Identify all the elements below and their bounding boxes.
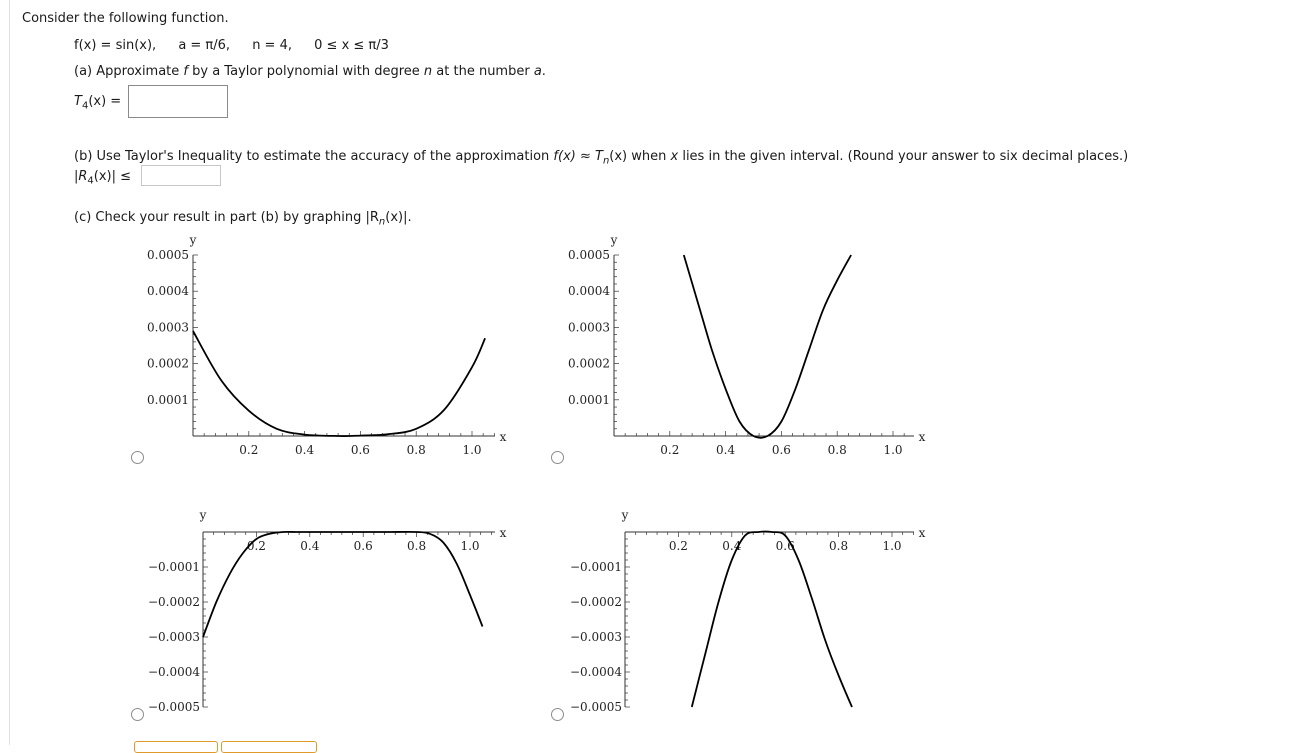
y-tick-label: −0.0005	[147, 700, 200, 714]
y-tick-label: 0.0005	[147, 248, 189, 262]
part-a-n: n	[423, 64, 433, 79]
y-tick-label: 0.0003	[147, 320, 189, 335]
y-tick-label: −0.0004	[569, 665, 622, 679]
y-tick-label: 0.0003	[568, 320, 610, 335]
x-tick-label: 0.4	[722, 539, 742, 553]
x-tick-label: 0.4	[295, 443, 315, 457]
y-tick-label: 0.0001	[147, 392, 189, 407]
graph-option-3-radio[interactable]	[131, 708, 144, 721]
y-tick-label: 0.0004	[568, 284, 610, 299]
y-tick-label: 0.0002	[568, 356, 610, 371]
x-axis-label: x	[499, 526, 507, 540]
part-b-text2: (x) when	[609, 149, 671, 164]
graph-option-3	[148, 508, 507, 714]
x-tick-label: 0.8	[407, 539, 427, 553]
y-tick-label: −0.0003	[147, 630, 200, 644]
part-b-text3: lies in the given interval. (Round your answer to six decimal places.)	[678, 149, 1129, 164]
part-b-text: (b) Use Taylor's Inequality to estimate the accuracy of the approximation	[74, 149, 554, 164]
graph-option-4-radio[interactable]	[551, 708, 564, 721]
x-tick-label: 0.6	[353, 539, 373, 553]
y-axis-label: y	[610, 233, 618, 247]
point-a: a = π/6,	[178, 38, 231, 53]
graph-option-2	[568, 233, 926, 457]
part-a-text-mid: by a Taylor polynomial with degree	[188, 64, 424, 79]
part-c-text2: (x)|.	[385, 210, 412, 225]
y-tick-label: −0.0004	[147, 665, 200, 679]
degree-n: n = 4,	[252, 38, 292, 53]
x-tick-label: 1.0	[882, 539, 902, 553]
graph-option-4	[570, 508, 926, 714]
remainder-curve	[203, 532, 483, 637]
part-a-a: a	[533, 64, 542, 79]
part-a-text-mid2: at the number	[432, 64, 534, 79]
y-tick-label: −0.0002	[569, 595, 622, 609]
x-tick-label: 0.6	[771, 443, 791, 457]
y-tick-label: −0.0001	[147, 560, 200, 574]
y-axis-label: y	[189, 233, 197, 247]
x-axis-label: x	[499, 430, 507, 444]
part-c-sub: n	[378, 216, 386, 228]
part-a-f: f	[183, 64, 188, 79]
x-tick-label: 0.4	[716, 443, 736, 457]
t4-label-rest: (x) =	[88, 94, 122, 109]
x-tick-label: 0.2	[660, 443, 680, 457]
y-tick-label: −0.0005	[569, 700, 622, 714]
x-tick-label: 0.8	[829, 539, 849, 553]
submit-button[interactable]	[134, 741, 218, 753]
graph-option-1-radio[interactable]	[131, 451, 144, 464]
part-c-text: (c) Check your result in part (b) by graphing |R	[74, 210, 379, 225]
function-def: f(x) = sin(x),	[74, 38, 157, 53]
x-tick-label: 0.2	[239, 443, 259, 457]
x-tick-label: 1.0	[460, 539, 480, 553]
remainder-curve	[692, 532, 852, 707]
r4-label-rest: (x)| ≤	[93, 169, 132, 184]
part-b-fx: f(x) ≈ T	[553, 149, 603, 164]
part-a-end: .	[541, 64, 546, 79]
graph-option-1	[147, 233, 507, 457]
y-tick-label: 0.0005	[568, 248, 610, 262]
intro-text: Consider the following function.	[22, 11, 229, 26]
x-tick-label: 0.2	[668, 539, 688, 553]
y-axis-label: y	[621, 508, 629, 522]
part-a-text: (a) Approximate	[74, 64, 184, 79]
x-tick-label: 1.0	[462, 443, 482, 457]
x-tick-label: 0.2	[246, 539, 266, 553]
part-b-x: x	[670, 149, 679, 164]
t4-label-sub: 4	[81, 100, 89, 112]
x-tick-label: 0.6	[350, 443, 370, 457]
x-tick-label: 0.6	[775, 539, 795, 553]
x-axis-label: x	[918, 430, 926, 444]
save-progress-button[interactable]	[221, 741, 317, 753]
t4-label-t: T	[74, 94, 82, 109]
graph-option-2-radio[interactable]	[551, 451, 564, 464]
x-tick-label: 0.4	[300, 539, 320, 553]
y-tick-label: −0.0002	[147, 595, 200, 609]
y-tick-label: 0.0004	[147, 284, 189, 299]
x-tick-label: 0.8	[406, 443, 426, 457]
x-tick-label: 1.0	[883, 443, 903, 457]
r4-label-r: |R	[74, 169, 88, 184]
interval: 0 ≤ x ≤ π/3	[314, 38, 389, 53]
y-tick-label: 0.0002	[147, 356, 189, 371]
y-tick-label: −0.0001	[569, 560, 622, 574]
y-tick-label: 0.0001	[568, 392, 610, 407]
remainder-curve	[684, 255, 851, 438]
y-axis-label: y	[199, 508, 207, 522]
remainder-curve	[193, 331, 485, 436]
y-tick-label: −0.0003	[569, 630, 622, 644]
part-b-sub-n: n	[602, 155, 610, 167]
r4-label-sub: 4	[87, 175, 94, 187]
x-tick-label: 0.8	[827, 443, 847, 457]
x-axis-label: x	[918, 526, 926, 540]
